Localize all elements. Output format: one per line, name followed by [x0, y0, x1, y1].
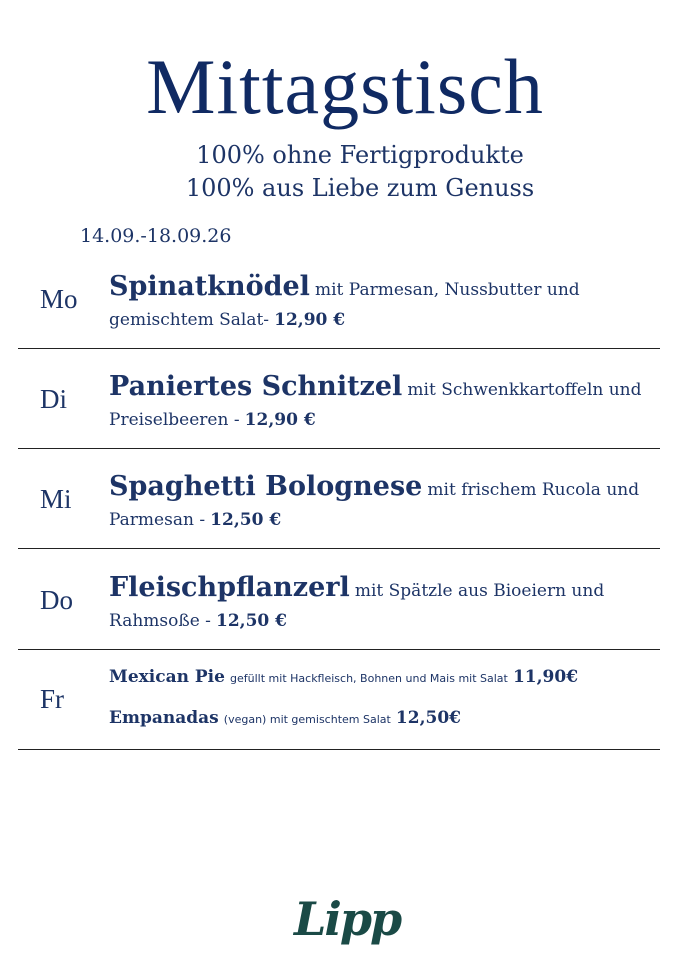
- divider: [18, 348, 660, 349]
- menu-item-mi: [109, 472, 669, 535]
- subtitle-line-2: 100% aus Liebe zum Genuss: [185, 174, 535, 202]
- dish-name: Empanadas: [109, 708, 219, 728]
- day-label-fr: Fr: [40, 684, 65, 714]
- menu-item-do: [109, 573, 669, 636]
- dish-description: mit Parmesan, Nussbutter und gemischtem Salat-: [109, 280, 580, 330]
- dish-description: mit Schwenkkartoffeln und Preiselbeeren -: [109, 380, 642, 430]
- dish-price: 12,90 €: [244, 410, 316, 430]
- divider: [18, 448, 660, 449]
- dish-description: mit frischem Rucola und Parmesan -: [109, 480, 640, 530]
- dish-description: (vegan) mit gemischtem Salat: [223, 713, 391, 726]
- dish-name: Mexican Pie: [109, 667, 225, 687]
- menu-item-di: [109, 372, 669, 435]
- dish-price: 12,50 €: [216, 611, 287, 631]
- dish-name: Fleischpflanzerl: [109, 572, 350, 603]
- dish-name: Spinatknödel: [109, 271, 310, 302]
- dish-description: mit Spätzle aus Bioeiern und Rahmsoße -: [109, 581, 605, 631]
- menu-item-fr-2: [109, 708, 669, 728]
- dish-name: Spaghetti Bolognese: [109, 471, 423, 502]
- date-range: 14.09.-18.09.26: [80, 225, 232, 247]
- divider: [18, 749, 660, 750]
- dish-name: Paniertes Schnitzel: [109, 371, 403, 402]
- page-title: Mittagstisch: [146, 43, 544, 130]
- divider: [18, 548, 660, 549]
- menu-item-fr-1: [109, 667, 669, 687]
- divider: [18, 649, 660, 650]
- day-label-do: Do: [40, 585, 73, 615]
- dish-description: gefüllt mit Hackfleisch, Bohnen und Mais mit Salat: [230, 672, 508, 685]
- subtitle-line-1: 100% ohne Fertigprodukte: [196, 141, 524, 169]
- dish-price: 12,90 €: [274, 310, 346, 330]
- day-label-mi: Mi: [40, 484, 72, 514]
- menu-item-mo: [109, 272, 669, 335]
- day-label-mo: Mo: [40, 284, 78, 314]
- dish-price: 11,90€: [512, 667, 579, 687]
- day-label-di: Di: [40, 384, 67, 414]
- dish-price: 12,50 €: [210, 510, 282, 530]
- brand-logo: Lipp: [294, 892, 401, 946]
- dish-price: 12,50€: [395, 708, 461, 728]
